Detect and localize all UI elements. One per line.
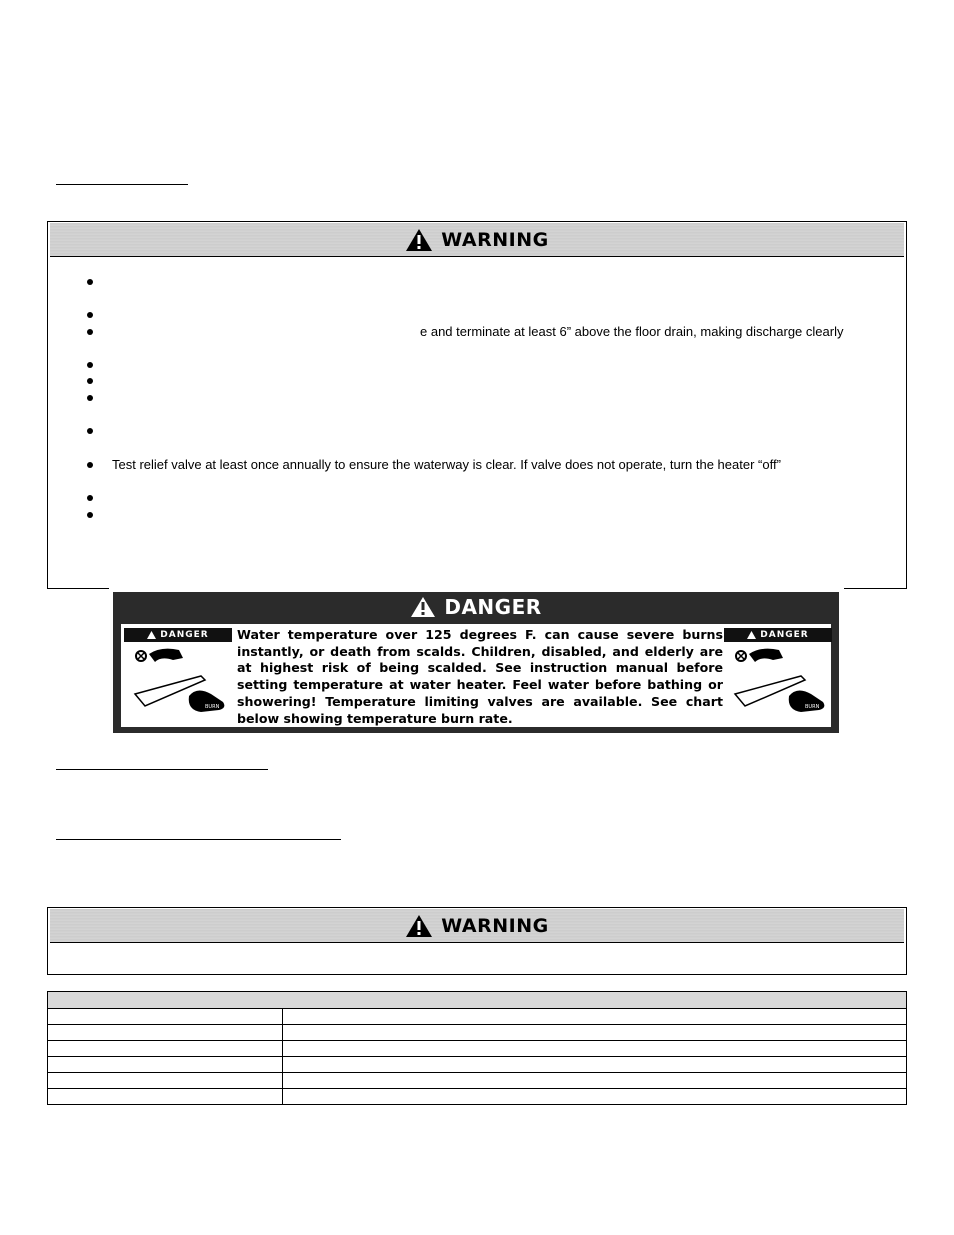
danger-header: [113, 592, 839, 622]
table-row: [48, 1041, 907, 1057]
temperature-table: [47, 991, 907, 1105]
bullet-6: [87, 395, 93, 401]
table-row: [48, 1009, 907, 1025]
table-cell: [48, 1089, 283, 1105]
table-cell: [48, 1025, 283, 1041]
table-cell: [283, 1025, 907, 1041]
warning-header-1: [50, 223, 904, 257]
table-cell: [283, 1009, 907, 1025]
table-header-row: [48, 992, 907, 1009]
danger-mini-label-right-text: DANGER: [760, 630, 809, 640]
table-row: [48, 1073, 907, 1089]
bullet-5: [87, 378, 93, 384]
table-row: [48, 1089, 907, 1105]
danger-mini-label-right: [724, 628, 832, 642]
section-heading-rule-3: [56, 839, 341, 840]
bullet-3: [87, 329, 93, 335]
warning-triangle-icon: [410, 596, 436, 618]
bullet-10: [87, 512, 93, 518]
bullet-7: [87, 428, 93, 434]
table-row: [48, 1025, 907, 1041]
burn-label-left: BURN: [205, 704, 220, 710]
bullet-2: [87, 312, 93, 318]
section-heading-rule-1: [56, 184, 188, 185]
warning-triangle-icon: [147, 631, 156, 639]
danger-mini-label-left: [124, 628, 232, 642]
danger-title: DANGER: [444, 595, 542, 619]
warning-box-2: [47, 907, 907, 975]
table-cell: [48, 1009, 283, 1025]
table-header-cell: [48, 992, 907, 1009]
danger-label: [113, 592, 839, 733]
bullet-1: [87, 279, 93, 285]
bullet-4: [87, 362, 93, 368]
table-cell: [283, 1041, 907, 1057]
table-cell: [283, 1089, 907, 1105]
bullet-9: [87, 495, 93, 501]
warning-1-line-terminate: e and terminate at least 6” above the floor drain, making discharge clearly: [420, 324, 844, 339]
scald-hand-icon: [131, 646, 231, 722]
scald-hand-icon: [731, 646, 831, 722]
warning-title-1: WARNING: [441, 228, 549, 251]
warning-header-2: [50, 909, 904, 943]
warning-triangle-icon: [747, 631, 756, 639]
table-row: [48, 1057, 907, 1073]
warning-title-2: WARNING: [441, 914, 549, 937]
table-cell: [48, 1057, 283, 1073]
table-cell: [48, 1073, 283, 1089]
warning-triangle-icon: [405, 914, 433, 938]
danger-text: Water temperature over 125 degrees F. can cause severe burns instantly, or death from scalds. Children, disabled, and elderly are at highest risk of being scalded. See instruction manual before setting temperature at water heater. Feel water before bathing or showering! Temperature limiting valves are available. See chart below showing temperature burn rate.: [237, 627, 723, 726]
table-cell: [283, 1073, 907, 1089]
danger-mini-label-left-text: DANGER: [160, 630, 209, 640]
table-cell: [283, 1057, 907, 1073]
table-cell: [48, 1041, 283, 1057]
section-heading-rule-2: [56, 769, 268, 770]
bullet-8: [87, 462, 93, 468]
warning-1-line-test: Test relief valve at least once annually to ensure the waterway is clear. If valve does not operate, turn the heater “off”: [112, 457, 781, 472]
danger-inner-panel: [121, 624, 831, 727]
warning-triangle-icon: [405, 228, 433, 252]
burn-label-right: BURN: [805, 704, 820, 710]
warning-box-1: [47, 221, 907, 589]
